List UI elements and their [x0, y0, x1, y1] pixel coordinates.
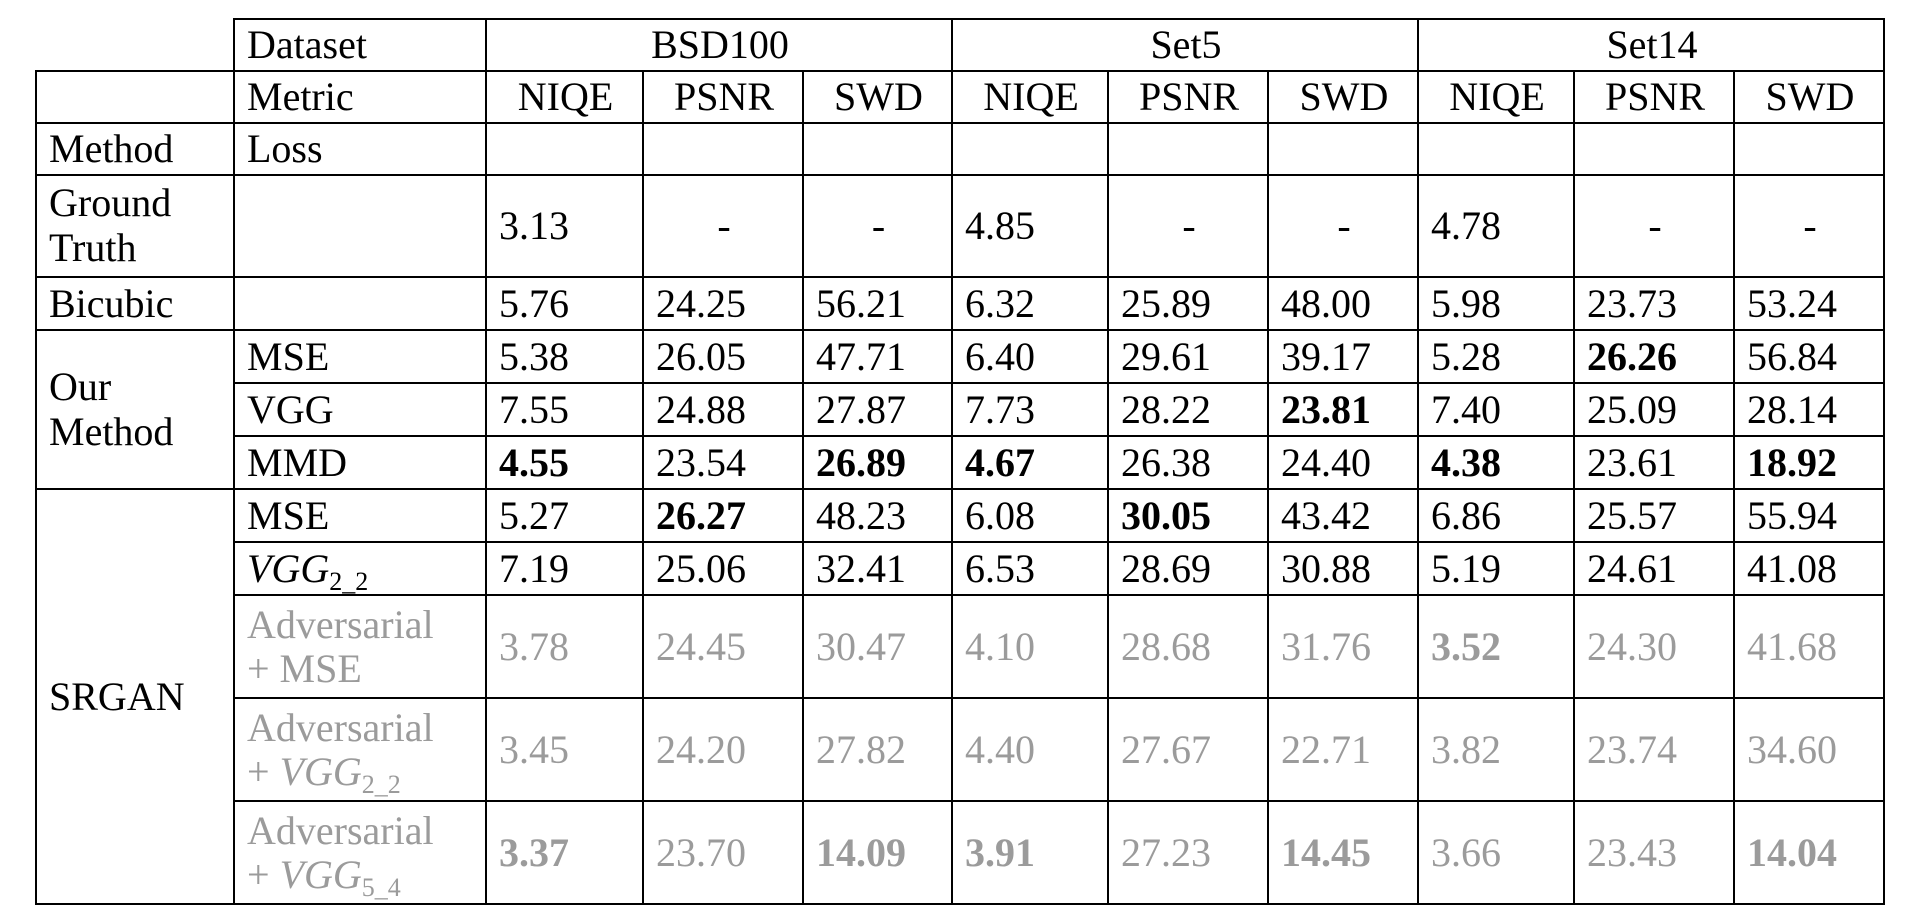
method-srgan: SRGAN [36, 489, 234, 904]
value-cell: 28.69 [1108, 542, 1268, 595]
loss-vgg-base: VGG [279, 851, 362, 897]
value-cell: 24.61 [1574, 542, 1734, 595]
value-cell: 28.14 [1734, 383, 1884, 436]
value-cell: 56.84 [1734, 330, 1884, 383]
value-cell-best: 26.26 [1574, 330, 1734, 383]
value-cell: 6.40 [952, 330, 1108, 383]
loss-vgg-subscript: 2_2 [329, 566, 369, 596]
value-cell-best: 23.81 [1268, 383, 1418, 436]
metric-swd: SWD [1268, 71, 1418, 123]
value-cell: 28.68 [1108, 595, 1268, 698]
value-cell: 53.24 [1734, 277, 1884, 330]
value-cell: 48.23 [803, 489, 952, 542]
value-cell: 27.82 [803, 698, 952, 801]
value-cell: 41.68 [1734, 595, 1884, 698]
value-cell: 7.19 [486, 542, 643, 595]
value-cell-best: 14.04 [1734, 801, 1884, 904]
empty-cell [234, 175, 486, 277]
header-row-method [36, 123, 1884, 175]
value-cell: 23.54 [643, 436, 803, 489]
value-cell: 24.40 [1268, 436, 1418, 489]
empty-cell [1574, 123, 1734, 175]
value-cell: 3.66 [1418, 801, 1574, 904]
loss-vgg-base: VGG [279, 748, 362, 794]
loss-vgg-subscript: 2_2 [361, 769, 401, 799]
value-cell: 27.23 [1108, 801, 1268, 904]
value-cell-best: 3.52 [1418, 595, 1574, 698]
loss-line2 [247, 748, 475, 799]
value-cell: - [1108, 175, 1268, 277]
value-cell-best: 14.09 [803, 801, 952, 904]
loss-line1: Adversarial [247, 601, 434, 647]
metric-niqe: NIQE [952, 71, 1108, 123]
value-cell: 27.67 [1108, 698, 1268, 801]
value-cell: 5.28 [1418, 330, 1574, 383]
value-cell: 55.94 [1734, 489, 1884, 542]
value-cell: 28.22 [1108, 383, 1268, 436]
value-cell: 4.10 [952, 595, 1108, 698]
value-cell: 3.45 [486, 698, 643, 801]
method-label: Method [36, 123, 234, 175]
value-cell: 22.71 [1268, 698, 1418, 801]
value-cell: 26.38 [1108, 436, 1268, 489]
value-cell: 5.38 [486, 330, 643, 383]
value-cell: 24.30 [1574, 595, 1734, 698]
value-cell: 43.42 [1268, 489, 1418, 542]
metric-psnr: PSNR [643, 71, 803, 123]
value-cell: 24.25 [643, 277, 803, 330]
value-cell: 6.86 [1418, 489, 1574, 542]
value-cell: 26.05 [643, 330, 803, 383]
dataset-set14: Set14 [1418, 19, 1884, 71]
dataset-set5: Set5 [952, 19, 1418, 71]
empty-cell [234, 277, 486, 330]
loss-label: Loss [234, 123, 486, 175]
value-cell: 30.47 [803, 595, 952, 698]
loss-vgg: VGG [234, 383, 486, 436]
row-srgan-adv-vgg54 [36, 801, 1884, 904]
value-cell: 3.82 [1418, 698, 1574, 801]
value-cell-best: 14.45 [1268, 801, 1418, 904]
loss-adv-vgg54 [234, 801, 486, 904]
value-cell: - [1574, 175, 1734, 277]
loss-adv-mse [234, 595, 486, 698]
value-cell: 5.76 [486, 277, 643, 330]
value-cell: 23.70 [643, 801, 803, 904]
value-cell: 6.53 [952, 542, 1108, 595]
value-cell: 23.74 [1574, 698, 1734, 801]
loss-vgg-base: VGG [247, 545, 330, 591]
value-cell: 24.45 [643, 595, 803, 698]
row-our-mmd [36, 436, 1884, 489]
value-cell: 7.73 [952, 383, 1108, 436]
value-cell-best: 26.89 [803, 436, 952, 489]
loss-adv-vgg22 [234, 698, 486, 801]
value-cell: 3.13 [486, 175, 643, 277]
value-cell: 27.87 [803, 383, 952, 436]
metric-label: Metric [234, 71, 486, 123]
value-cell-best: 3.91 [952, 801, 1108, 904]
value-cell: 32.41 [803, 542, 952, 595]
row-srgan-adv-vgg22 [36, 698, 1884, 801]
results-table-container [35, 18, 1885, 905]
value-cell-best: 4.67 [952, 436, 1108, 489]
value-cell: 47.71 [803, 330, 952, 383]
metric-psnr: PSNR [1108, 71, 1268, 123]
value-cell: 25.06 [643, 542, 803, 595]
value-cell: 39.17 [1268, 330, 1418, 383]
value-cell: - [803, 175, 952, 277]
metric-niqe: NIQE [486, 71, 643, 123]
loss-mse: MSE [234, 489, 486, 542]
loss-mse: MSE [234, 330, 486, 383]
value-cell: 25.57 [1574, 489, 1734, 542]
row-our-vgg [36, 383, 1884, 436]
dataset-bsd100: BSD100 [486, 19, 952, 71]
empty-cell [36, 71, 234, 123]
loss-vgg22 [234, 542, 486, 595]
value-cell: 6.32 [952, 277, 1108, 330]
empty-cell [952, 123, 1108, 175]
value-cell: 7.40 [1418, 383, 1574, 436]
method-our-method: Our Method [36, 330, 234, 489]
value-cell: 29.61 [1108, 330, 1268, 383]
metric-niqe: NIQE [1418, 71, 1574, 123]
value-cell: 5.19 [1418, 542, 1574, 595]
row-srgan-adv-mse [36, 595, 1884, 698]
method-ground-truth: Ground Truth [36, 175, 234, 277]
loss-line1: Adversarial [247, 704, 434, 750]
value-cell: 6.08 [952, 489, 1108, 542]
empty-cell [1734, 123, 1884, 175]
value-cell: 5.98 [1418, 277, 1574, 330]
value-cell: 3.78 [486, 595, 643, 698]
header-row-dataset [36, 19, 1884, 71]
method-bicubic: Bicubic [36, 277, 234, 330]
value-cell: 25.89 [1108, 277, 1268, 330]
results-table [35, 18, 1885, 905]
row-srgan-vgg22 [36, 542, 1884, 595]
metric-swd: SWD [1734, 71, 1884, 123]
loss-line2: + MSE [247, 645, 362, 691]
value-cell: 48.00 [1268, 277, 1418, 330]
row-srgan-mse [36, 489, 1884, 542]
value-cell: 25.09 [1574, 383, 1734, 436]
loss-prefix: + [247, 851, 280, 897]
row-ground-truth [36, 175, 1884, 277]
value-cell: 4.85 [952, 175, 1108, 277]
loss-vgg-subscript: 5_4 [361, 872, 401, 902]
empty-cell [803, 123, 952, 175]
row-our-mse [36, 330, 1884, 383]
value-cell: 31.76 [1268, 595, 1418, 698]
value-cell: - [643, 175, 803, 277]
empty-cell [1268, 123, 1418, 175]
empty-cell [1418, 123, 1574, 175]
row-bicubic [36, 277, 1884, 330]
dataset-label: Dataset [234, 19, 486, 71]
loss-line1: Adversarial [247, 807, 434, 853]
value-cell: 4.40 [952, 698, 1108, 801]
value-cell: - [1268, 175, 1418, 277]
value-cell-best: 18.92 [1734, 436, 1884, 489]
metric-swd: SWD [803, 71, 952, 123]
value-cell: 7.55 [486, 383, 643, 436]
value-cell: 23.43 [1574, 801, 1734, 904]
empty-cell [1108, 123, 1268, 175]
value-cell: - [1734, 175, 1884, 277]
loss-prefix: + [247, 748, 280, 794]
value-cell: 23.61 [1574, 436, 1734, 489]
value-cell-best: 4.38 [1418, 436, 1574, 489]
value-cell: 41.08 [1734, 542, 1884, 595]
empty-cell [643, 123, 803, 175]
loss-mmd: MMD [234, 436, 486, 489]
value-cell: 34.60 [1734, 698, 1884, 801]
header-row-metric [36, 71, 1884, 123]
value-cell: 24.88 [643, 383, 803, 436]
value-cell-best: 30.05 [1108, 489, 1268, 542]
loss-line2 [247, 851, 475, 902]
value-cell: 5.27 [486, 489, 643, 542]
empty-cell [486, 123, 643, 175]
value-cell-best: 4.55 [486, 436, 643, 489]
empty-corner [36, 19, 234, 71]
value-cell: 24.20 [643, 698, 803, 801]
value-cell: 23.73 [1574, 277, 1734, 330]
value-cell-best: 26.27 [643, 489, 803, 542]
value-cell: 30.88 [1268, 542, 1418, 595]
metric-psnr: PSNR [1574, 71, 1734, 123]
value-cell: 56.21 [803, 277, 952, 330]
value-cell: 4.78 [1418, 175, 1574, 277]
value-cell-best: 3.37 [486, 801, 643, 904]
